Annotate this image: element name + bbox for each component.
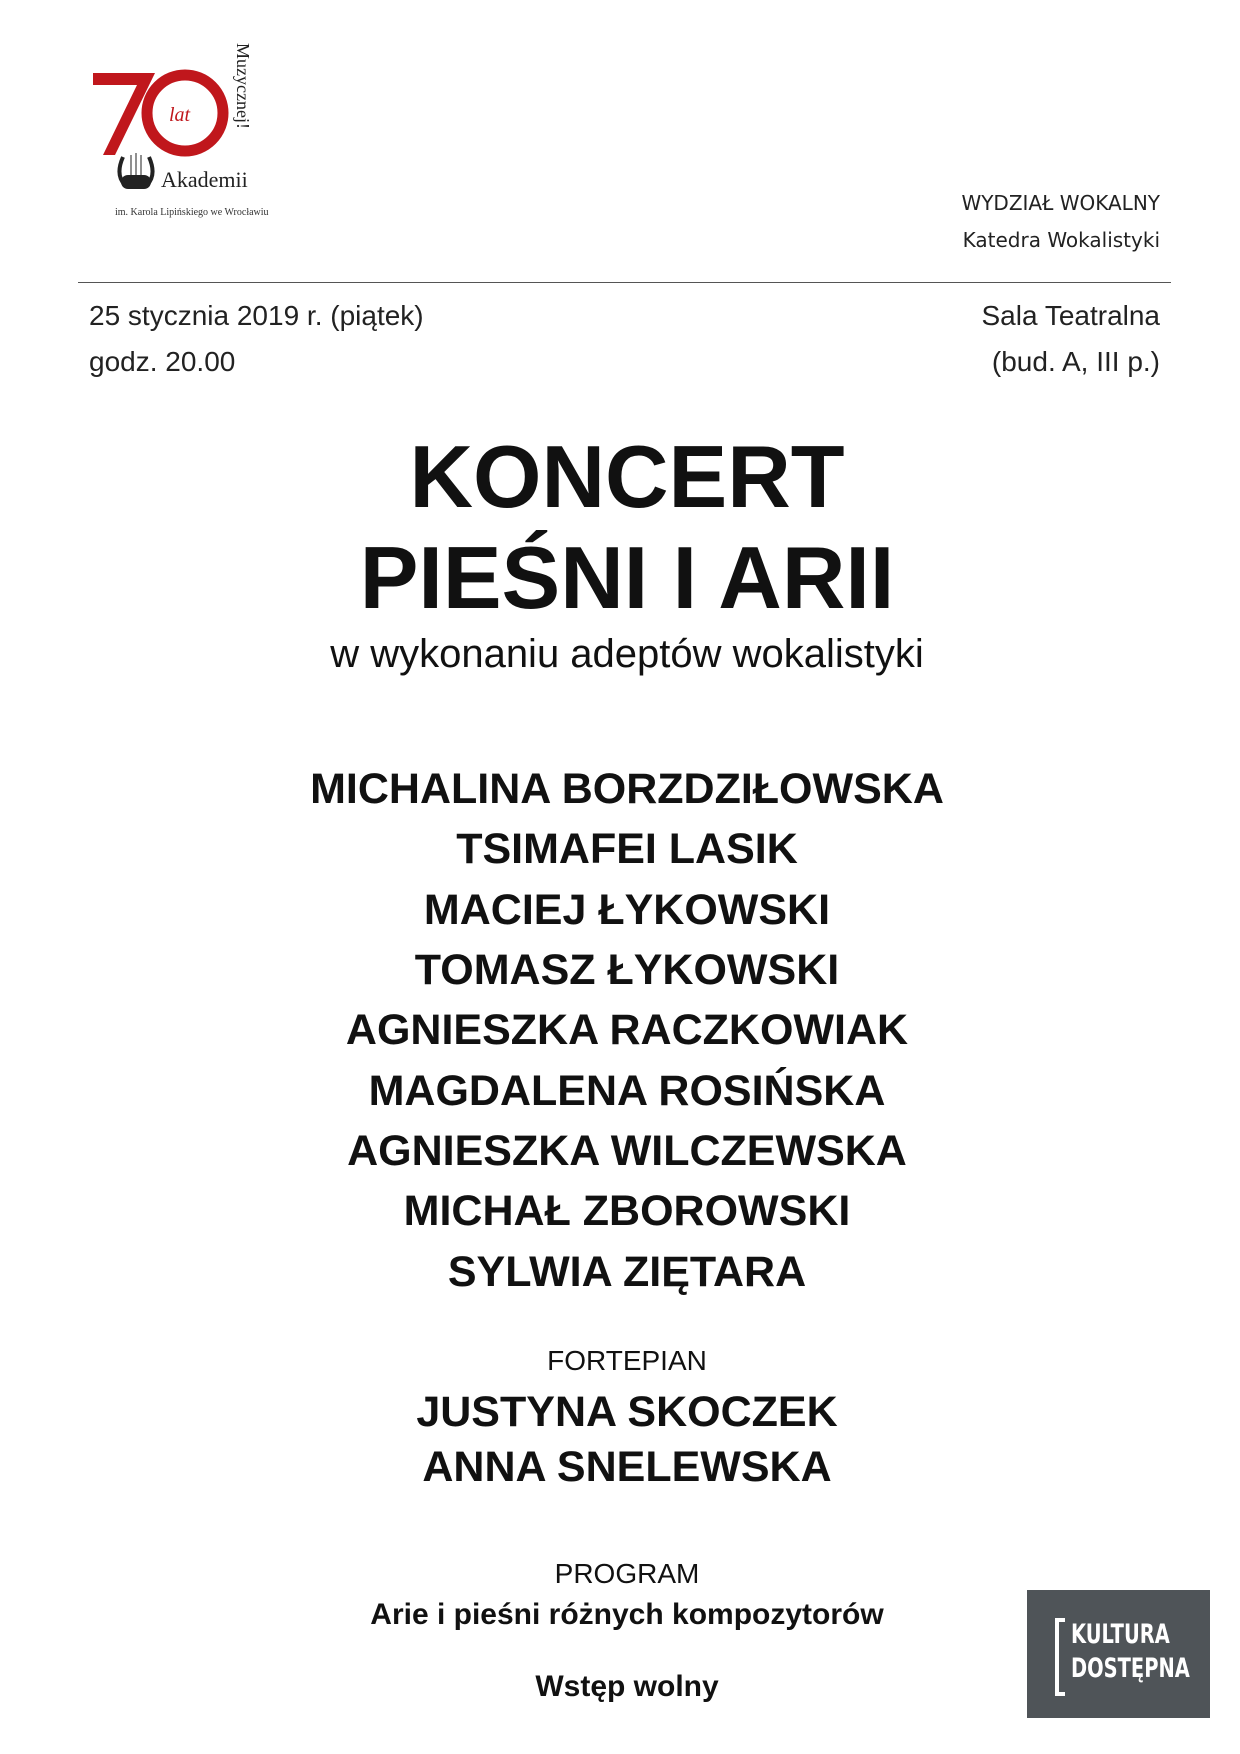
title-line-2: PIEŚNI I ARII (359, 528, 895, 627)
badge-line-2: DOSTĘPNA (1071, 1653, 1190, 1684)
event-venue-detail: (bud. A, III p.) (991, 346, 1160, 377)
badge-line-1: KULTURA (1071, 1619, 1170, 1650)
performer: SYLWIA ZIĘTARA (447, 1248, 807, 1296)
department-name: Katedra Wokalistyki (962, 228, 1160, 252)
piano-label: FORTEPIAN (547, 1345, 707, 1376)
svg-text:im. Karola Lipińskiego we Wroc: im. Karola Lipińskiego we Wrocławiu (115, 207, 269, 218)
svg-text:lat: lat (169, 104, 191, 126)
subtitle: w wykonaniu adeptów wokalistyki (330, 632, 924, 676)
performer: AGNIESZKA WILCZEWSKA (347, 1127, 907, 1175)
performer: TSIMAFEI LASIK (456, 825, 798, 873)
program-label: PROGRAM (554, 1558, 700, 1589)
performer: AGNIESZKA RACZKOWIAK (345, 1006, 909, 1054)
svg-text:Muzycznej!: Muzycznej! (233, 43, 253, 129)
event-time: godz. 20.00 (89, 346, 236, 377)
title-line-1: KONCERT (409, 427, 845, 526)
header-divider (78, 282, 1171, 283)
kultura-dostepna-badge (1027, 1590, 1210, 1718)
performer: MAGDALENA ROSIŃSKA (368, 1067, 886, 1115)
lyre-icon (119, 153, 152, 189)
program-text: Arie i pieśni różnych kompozytorów (370, 1598, 884, 1631)
performer: MICHALINA BORZDZIŁOWSKA (310, 765, 944, 813)
pianist: JUSTYNA SKOCZEK (416, 1388, 838, 1436)
academy-logo (85, 25, 325, 225)
pianist: ANNA SNELEWSKA (422, 1443, 832, 1491)
event-date: 25 stycznia 2019 r. (piątek) (89, 300, 424, 331)
performer: TOMASZ ŁYKOWSKI (414, 946, 840, 994)
event-venue: Sala Teatralna (981, 300, 1160, 331)
performer: MICHAŁ ZBOROWSKI (403, 1187, 851, 1235)
performer: MACIEJ ŁYKOWSKI (423, 886, 831, 934)
faculty-name: WYDZIAŁ WOKALNY (961, 191, 1160, 215)
bracket-icon (1055, 1618, 1065, 1696)
logo-70-icon (85, 25, 325, 225)
svg-text:Akademii: Akademii (161, 167, 248, 192)
entry-info: Wstęp wolny (535, 1670, 719, 1703)
